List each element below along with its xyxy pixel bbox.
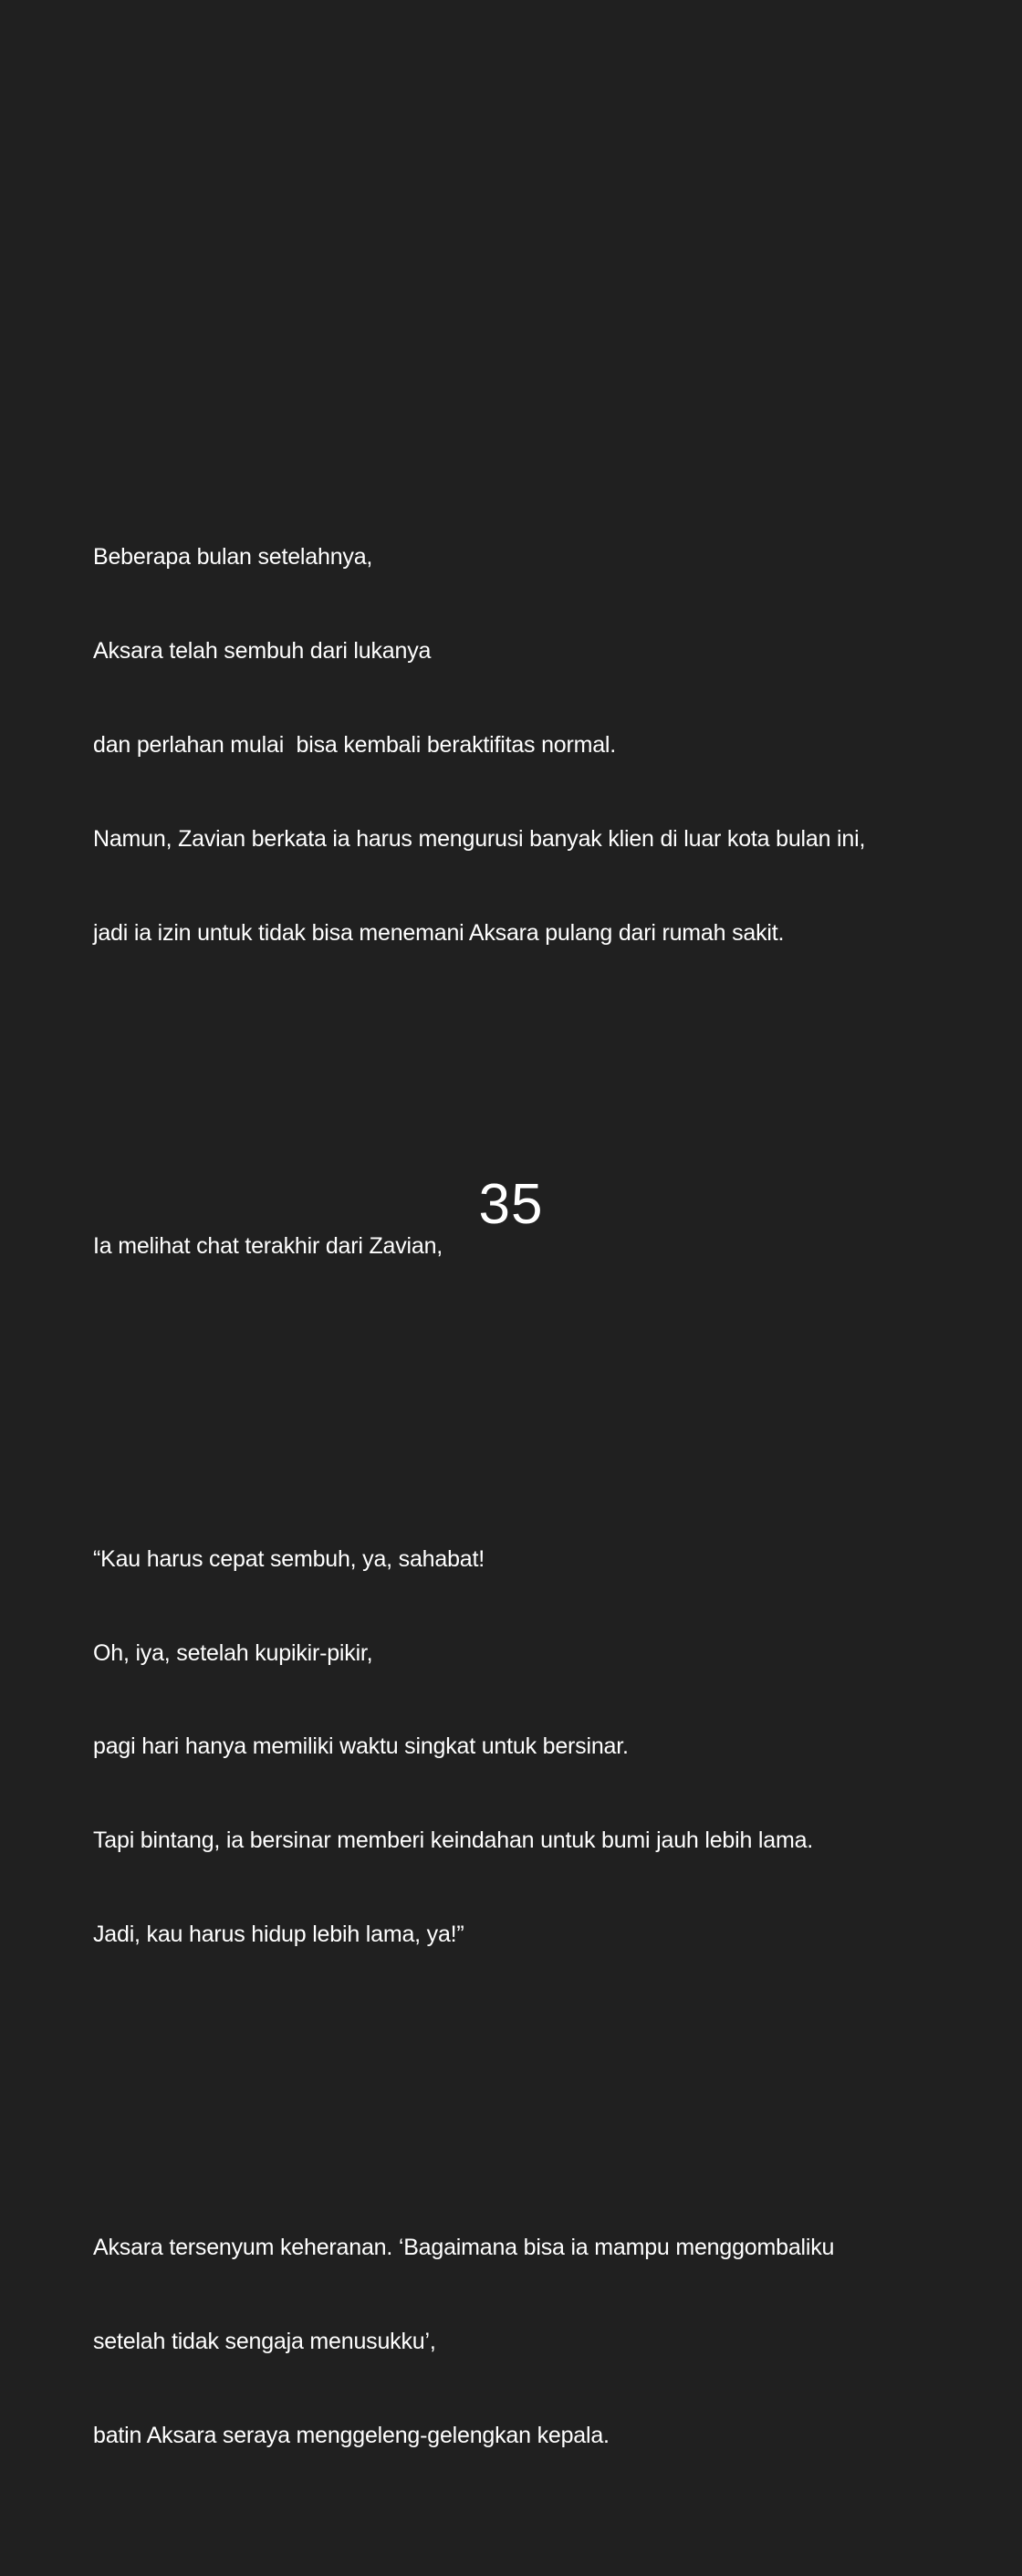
paragraph-gap — [93, 1073, 914, 1105]
text-line: Namun, Zavian berkata ia harus mengurusi banyak klien di luar kota bulan ini, — [93, 825, 866, 852]
text-line: jadi ia izin untuk tidak bisa menemani Aksara pulang dari rumah sakit. — [93, 919, 785, 946]
paragraph-3 — [93, 1481, 914, 2013]
paragraph-gap — [93, 1387, 914, 1418]
story-text — [93, 416, 914, 2576]
paragraph-gap — [93, 2076, 914, 2107]
text-line: “Kau harus cepat sembuh, ya, sahabat! — [93, 1545, 485, 1572]
text-line: pagi hari hanya memiliki waktu singkat untuk bersinar. — [93, 1733, 629, 1760]
text-line: batin Aksara seraya menggeleng-gelengkan kepala. — [93, 2423, 610, 2448]
text-line: dan perlahan mulai bisa kembali beraktifitas normal. — [93, 731, 617, 758]
text-line: Aksara tersenyum keheranan. ‘Bagaimana bisa ia mampu menggombaliku — [93, 2235, 835, 2261]
page-number: 35 — [478, 1173, 544, 1236]
text-line: Tapi bintang, ia bersinar memberi keindahan untuk bumi jauh lebih lama. — [93, 1827, 814, 1854]
text-line: Oh, iya, setelah kupikir-pikir, — [93, 1639, 373, 1666]
text-line: Beberapa bulan setelahnya, — [93, 544, 373, 571]
text-line: Aksara telah sembuh dari lukanya — [93, 638, 432, 665]
paragraph-4 — [93, 2170, 914, 2514]
text-line: Ia melihat chat terakhir dari Zavian, — [93, 1232, 443, 1259]
paragraph-1 — [93, 479, 914, 1011]
text-line: Jadi, kau harus hidup lebih lama, ya!” — [93, 1922, 464, 1948]
text-line: setelah tidak sengaja menusukku’, — [93, 2329, 436, 2355]
